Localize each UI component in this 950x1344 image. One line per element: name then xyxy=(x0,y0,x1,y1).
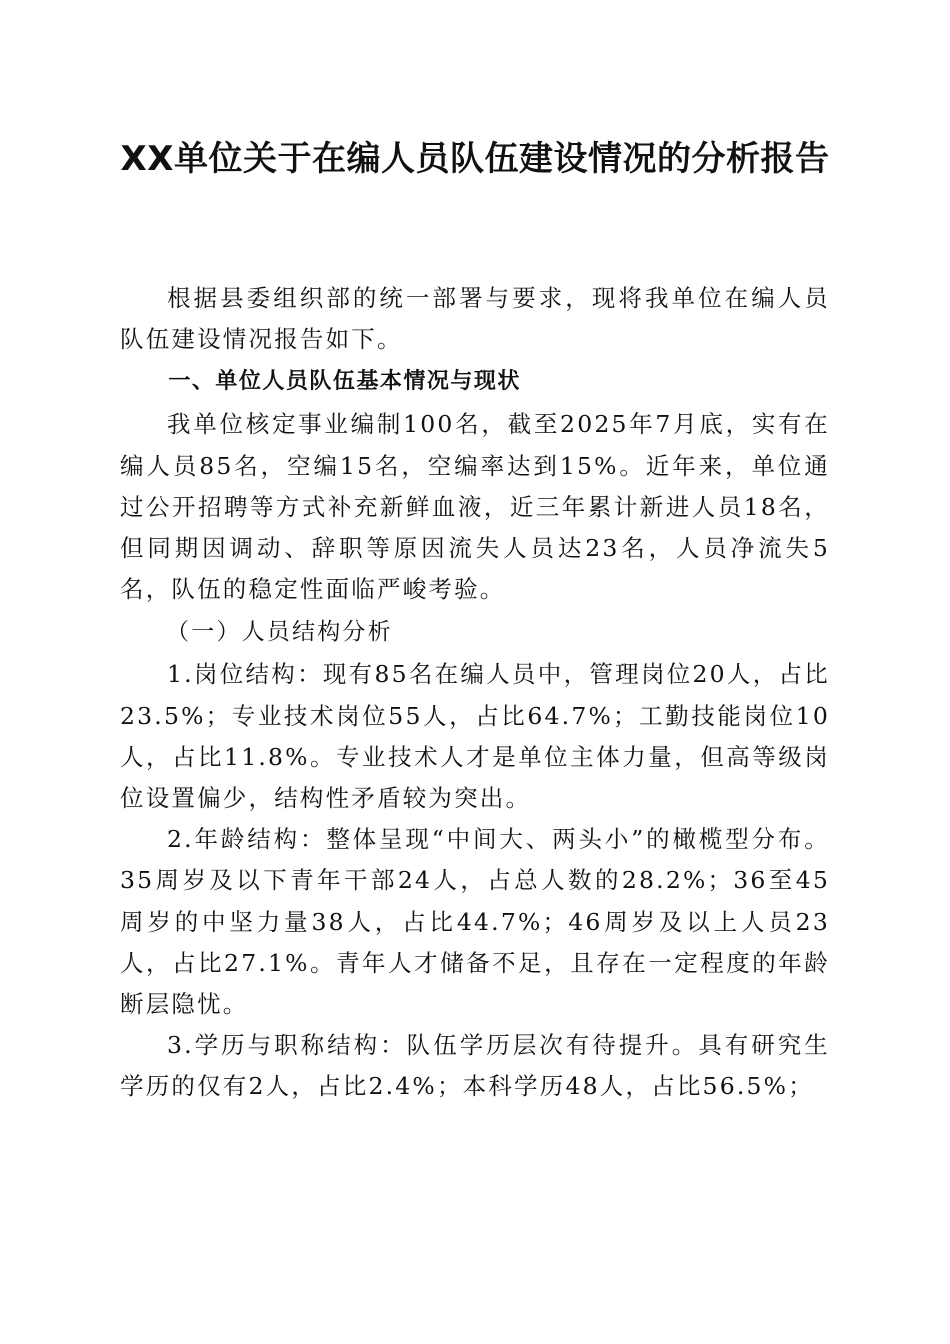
post-structure-paragraph: 1.岗位结构：现有85名在编人员中，管理岗位20人，占比23.5%；专业技术岗位55人，占比64.7%；工勤技能岗位10人，占比11.8%。专业技术人才是单位主体力量，但高等级岗位设置偏少，结构性矛盾较为突出。 xyxy=(120,660,830,813)
document-body xyxy=(120,278,830,1108)
document-title: XX单位关于在编人员队伍建设情况的分析报告 xyxy=(120,139,830,179)
intro-paragraph: 根据县委组织部的统一部署与要求，现将我单位在编人员队伍建设情况报告如下。 xyxy=(120,284,830,354)
basic-situation-paragraph: 我单位核定事业编制100名，截至2025年7月底，实有在编人员85名，空编15名，空编率达到15%。近年来，单位通过公开招聘等方式补充新鲜血液，近三年累计新进人员18名，但同期因调动、辞职等原因流失人员达23名，人员净流失5名，队伍的稳定性面临严峻考验。 xyxy=(120,410,830,604)
section-heading-1: 一、单位人员队伍基本情况与现状 xyxy=(168,369,521,395)
age-structure-paragraph: 2.年龄结构：整体呈现“中间大、两头小”的橄榄型分布。35周岁及以下青年干部24人，占总人数的28.2%；36至45周岁的中坚力量38人，占比44.7%；46周岁及以上人员23人，占比27.1%。青年人才储备不足，且存在一定程度的年龄断层隐忧。 xyxy=(120,825,830,1019)
subsection-heading-1: （一）人员结构分析 xyxy=(166,619,393,646)
education-structure-paragraph: 3.学历与职称结构：队伍学历层次有待提升。具有研究生学历的仅有2人，占比2.4%；本科学历48人，占比56.5%； xyxy=(120,1031,830,1101)
